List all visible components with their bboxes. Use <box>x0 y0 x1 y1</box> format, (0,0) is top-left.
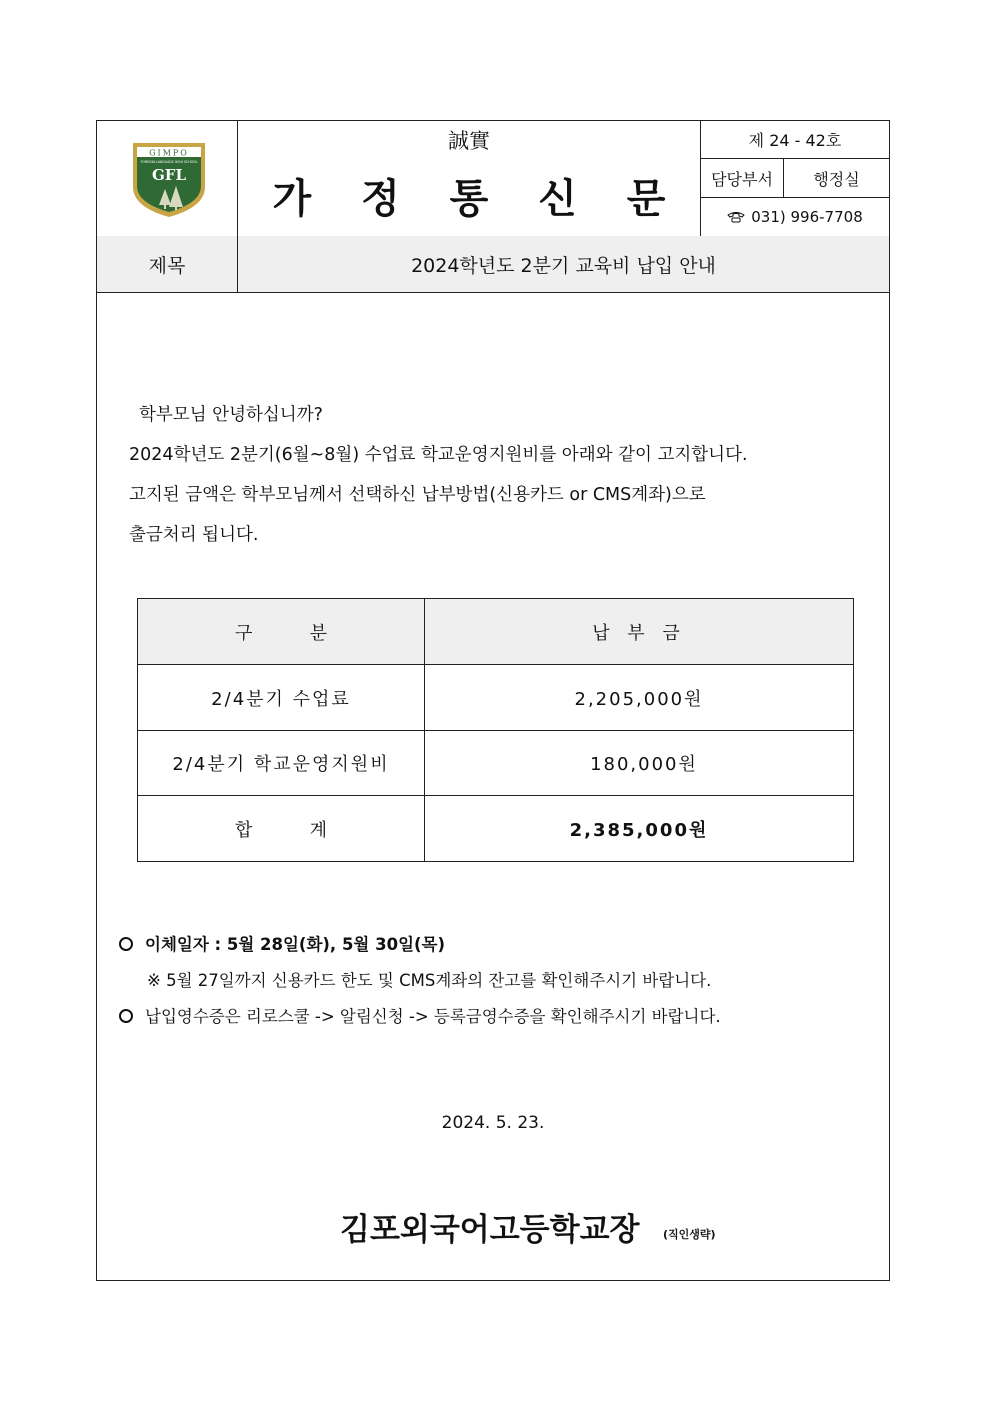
total-label: 합 계 <box>138 796 425 861</box>
logo-monogram: GFL <box>151 166 187 184</box>
subject-text: 2024학년도 2분기 교육비 납입 안내 <box>411 254 716 277</box>
body-line-2: 고지된 금액은 학부모님께서 선택하신 납부방법(신용카드 or CMS계좌)으로 <box>129 485 706 505</box>
header <box>97 121 889 237</box>
logo-cell <box>97 121 238 236</box>
info-cell <box>701 121 889 236</box>
col-header-amount: 납 부 금 <box>592 622 686 644</box>
telephone-icon <box>727 211 745 223</box>
total-row <box>138 796 853 861</box>
body-line-1: 2024학년도 2분기(6월~8월) 수업료 학교운영지원비를 아래와 같이 고지합니다. <box>129 445 748 465</box>
doc-number: 제 24 - 42호 <box>701 121 889 159</box>
row-item: 2/4분기 학교운영지원비 <box>138 731 425 795</box>
greeting: 학부모님 안녕하십니까? <box>139 405 323 425</box>
transfer-sub-note: ※ 5월 27일까지 신용카드 한도 및 CMS계좌의 잔고를 확인해주시기 바랍니다. <box>147 971 712 990</box>
phone-row <box>701 198 889 236</box>
row-amount: 180,000원 <box>590 754 698 775</box>
transfer-date-text: 이체일자 : 5월 28일(화), 5월 30일(목) <box>145 935 446 954</box>
logo-sub-text: FOREIGN LANGUAGE HIGH SCHOOL <box>140 160 198 164</box>
table-row <box>138 665 853 731</box>
department-row <box>701 159 889 198</box>
school-motto: 誠實 <box>448 129 490 153</box>
subject-label: 제목 <box>97 236 238 292</box>
row-item: 2/4분기 수업료 <box>138 665 425 730</box>
circle-bullet-icon <box>119 937 133 951</box>
fee-table <box>137 598 854 862</box>
page-title: 가 정 통 신 문 <box>272 176 684 222</box>
notice-frame <box>96 120 890 1281</box>
transfer-date-note <box>119 931 445 955</box>
table-row <box>138 731 853 796</box>
issue-date: 2024. 5. 23. <box>441 1113 545 1133</box>
school-logo <box>129 139 209 219</box>
body-line-3: 출금처리 됩니다. <box>129 525 259 545</box>
title-cell <box>238 121 701 236</box>
fee-table-header <box>138 599 853 665</box>
logo-top-text: GIMPO <box>149 148 189 158</box>
col-header-item: 구 분 <box>138 599 425 664</box>
circle-bullet-icon <box>119 1009 133 1023</box>
receipt-text: 납입영수증은 리로스쿨 -> 알림신청 -> 등록금영수증을 확인해주시기 바랍니다. <box>145 1007 721 1026</box>
receipt-note <box>119 1003 721 1027</box>
phone-number: 031) 996-7708 <box>751 208 863 226</box>
total-amount: 2,385,000원 <box>569 819 709 841</box>
subject-row <box>97 236 889 293</box>
principal-signature: 김포외국어고등학교장 <box>340 1212 640 1248</box>
row-amount: 2,205,000원 <box>574 688 704 710</box>
department-label: 담당부서 <box>701 159 784 197</box>
seal-omitted: (직인생략) <box>663 1228 716 1241</box>
department-value: 행정실 <box>813 169 860 189</box>
